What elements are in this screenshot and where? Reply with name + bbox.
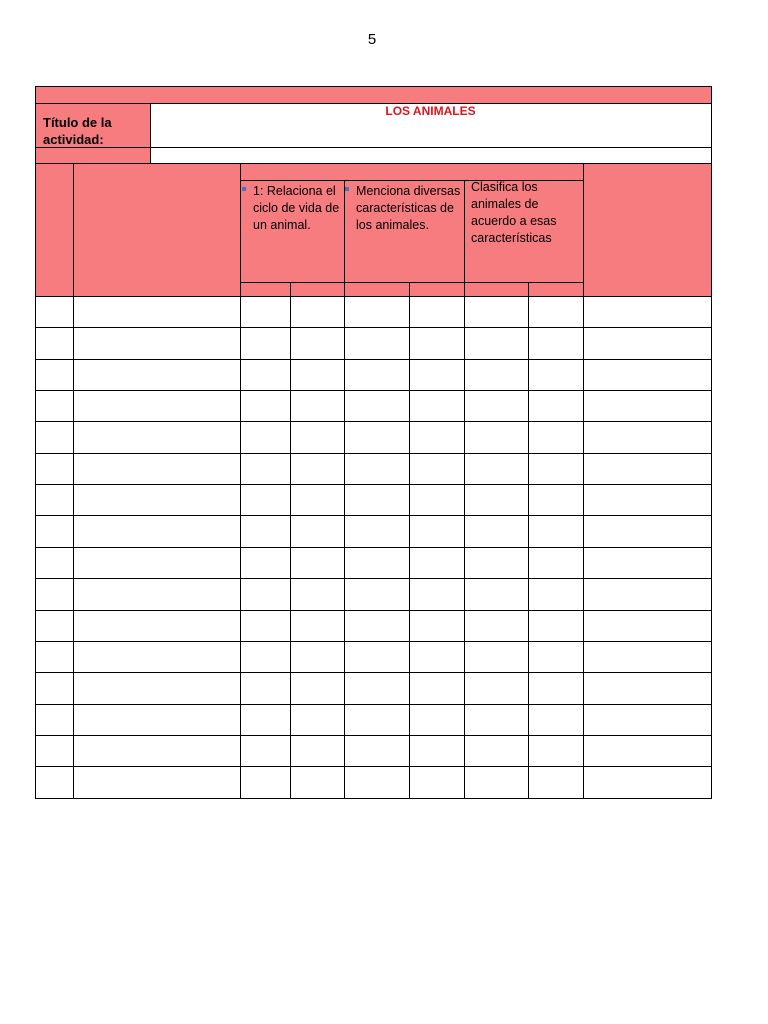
table-cell xyxy=(73,421,241,454)
subrow-value-cell xyxy=(150,147,712,164)
table-cell xyxy=(344,672,410,705)
header-divider xyxy=(73,163,74,297)
table-cell xyxy=(528,296,584,328)
bullet-icon xyxy=(345,187,349,191)
table-cell xyxy=(240,296,291,328)
table-cell xyxy=(290,610,345,642)
table-cell xyxy=(409,296,465,328)
table-cell xyxy=(528,327,584,360)
table-cell xyxy=(73,327,241,360)
header-divider xyxy=(290,282,291,297)
table-cell xyxy=(464,296,529,328)
bullet-icon xyxy=(242,187,246,191)
table-cell xyxy=(35,704,74,736)
table-cell xyxy=(344,327,410,360)
table-cell xyxy=(73,453,241,485)
table-cell xyxy=(73,359,241,391)
table-cell xyxy=(528,704,584,736)
table-cell xyxy=(240,704,291,736)
table-cell xyxy=(290,515,345,548)
header-divider xyxy=(409,282,410,297)
table-cell xyxy=(35,327,74,360)
table-cell xyxy=(73,641,241,673)
table-cell xyxy=(290,578,345,611)
table-cell xyxy=(464,515,529,548)
table-cell xyxy=(240,484,291,516)
table-cell xyxy=(583,735,712,767)
table-cell xyxy=(583,547,712,579)
table-cell xyxy=(290,296,345,328)
criterion-1: 1: Relaciona el ciclo de vida de un animal. xyxy=(253,184,340,232)
table-cell xyxy=(73,390,241,422)
table-cell xyxy=(409,641,465,673)
table-cell xyxy=(583,610,712,642)
table-cell xyxy=(464,735,529,767)
table-cell xyxy=(35,610,74,642)
table-cell xyxy=(344,453,410,485)
table-cell xyxy=(240,547,291,579)
table-cell xyxy=(290,735,345,767)
table-cell xyxy=(35,515,74,548)
table-cell xyxy=(464,766,529,799)
table-cell xyxy=(240,672,291,705)
table-cell xyxy=(464,390,529,422)
table-cell xyxy=(344,766,410,799)
table-cell xyxy=(344,515,410,548)
table-cell xyxy=(35,641,74,673)
table-cell xyxy=(344,390,410,422)
table-cell xyxy=(409,327,465,360)
table-cell xyxy=(290,359,345,391)
table-cell xyxy=(583,641,712,673)
table-cell xyxy=(464,578,529,611)
table-cell xyxy=(240,766,291,799)
table-cell xyxy=(35,547,74,579)
table-cell xyxy=(290,672,345,705)
table-cell xyxy=(240,453,291,485)
table-cell xyxy=(464,672,529,705)
table-cell xyxy=(290,453,345,485)
table-cell xyxy=(409,672,465,705)
page-number: 5 xyxy=(367,31,377,48)
table-cell xyxy=(73,296,241,328)
table-cell xyxy=(583,390,712,422)
table-cell xyxy=(409,421,465,454)
table-cell xyxy=(240,359,291,391)
table-cell xyxy=(409,359,465,391)
table-cell xyxy=(344,296,410,328)
table-cell xyxy=(35,390,74,422)
table-cell xyxy=(73,735,241,767)
table-cell xyxy=(528,421,584,454)
table-cell xyxy=(583,484,712,516)
table-cell xyxy=(464,359,529,391)
table-cell xyxy=(35,672,74,705)
table-cell xyxy=(409,453,465,485)
table-cell xyxy=(344,578,410,611)
activity-title-value: LOS ANIMALES xyxy=(385,104,476,118)
table-cell xyxy=(344,421,410,454)
header-divider xyxy=(240,163,241,297)
table-cell xyxy=(290,641,345,673)
table-cell xyxy=(35,484,74,516)
table-cell xyxy=(464,641,529,673)
table-cell xyxy=(240,327,291,360)
table-cell xyxy=(464,704,529,736)
table-cell xyxy=(464,610,529,642)
table-cell xyxy=(409,610,465,642)
table-cell xyxy=(583,704,712,736)
table-cell xyxy=(409,547,465,579)
table-cell xyxy=(240,578,291,611)
table-cell xyxy=(73,610,241,642)
table-cell xyxy=(528,359,584,391)
table-cell xyxy=(583,327,712,360)
table-cell xyxy=(583,578,712,611)
table-cell xyxy=(240,610,291,642)
table-cell xyxy=(583,766,712,799)
table-top-band xyxy=(35,86,712,104)
table-cell xyxy=(344,704,410,736)
table-cell xyxy=(583,453,712,485)
table-cell xyxy=(409,704,465,736)
table-cell xyxy=(73,672,241,705)
table-cell xyxy=(240,421,291,454)
table-cell xyxy=(528,641,584,673)
table-cell xyxy=(528,515,584,548)
table-cell xyxy=(290,421,345,454)
table-cell xyxy=(528,735,584,767)
table-cell xyxy=(73,704,241,736)
table-cell xyxy=(344,484,410,516)
table-cell xyxy=(464,421,529,454)
table-cell xyxy=(528,672,584,705)
table-cell xyxy=(528,453,584,485)
table-cell xyxy=(409,735,465,767)
table-cell xyxy=(290,484,345,516)
table-cell xyxy=(464,547,529,579)
table-cell xyxy=(35,421,74,454)
table-cell xyxy=(528,484,584,516)
activity-title-label: Título de la actividad: xyxy=(43,115,112,147)
table-cell xyxy=(583,296,712,328)
table-cell xyxy=(240,735,291,767)
criterion-2: Menciona diversas características de los animales. xyxy=(356,184,461,232)
table-cell xyxy=(73,484,241,516)
table-cell xyxy=(583,515,712,548)
table-cell xyxy=(528,390,584,422)
table-cell xyxy=(583,672,712,705)
table-cell xyxy=(464,484,529,516)
table-cell xyxy=(35,453,74,485)
subrow-label-cell xyxy=(35,147,151,164)
table-cell xyxy=(344,359,410,391)
table-cell xyxy=(73,578,241,611)
table-cell xyxy=(409,484,465,516)
table-cell xyxy=(583,359,712,391)
table-cell xyxy=(528,610,584,642)
table-cell xyxy=(464,327,529,360)
table-cell xyxy=(240,515,291,548)
table-cell xyxy=(344,735,410,767)
table-cell xyxy=(35,578,74,611)
table-cell xyxy=(240,641,291,673)
table-cell xyxy=(528,547,584,579)
table-cell xyxy=(409,766,465,799)
table-cell xyxy=(35,359,74,391)
table-cell xyxy=(464,453,529,485)
table-cell xyxy=(290,390,345,422)
table-cell xyxy=(35,296,74,328)
table-cell xyxy=(290,704,345,736)
table-cell xyxy=(409,515,465,548)
header-divider xyxy=(344,180,345,297)
table-cell xyxy=(290,766,345,799)
table-cell xyxy=(409,390,465,422)
table-cell xyxy=(35,735,74,767)
header-divider xyxy=(240,282,583,283)
table-cell xyxy=(344,641,410,673)
table-cell xyxy=(35,766,74,799)
table-cell xyxy=(528,578,584,611)
table-cell xyxy=(583,421,712,454)
header-divider xyxy=(583,163,584,297)
table-cell xyxy=(409,578,465,611)
table-cell xyxy=(240,390,291,422)
table-cell xyxy=(290,547,345,579)
table-cell xyxy=(73,515,241,548)
header-divider xyxy=(464,180,465,297)
table-cell xyxy=(528,766,584,799)
table-cell xyxy=(73,547,241,579)
table-cell xyxy=(344,610,410,642)
table-cell xyxy=(344,547,410,579)
header-divider xyxy=(528,282,529,297)
criterion-3: Clasifica los animales de acuerdo a esas características xyxy=(471,180,557,245)
table-cell xyxy=(73,766,241,799)
table-cell xyxy=(290,327,345,360)
